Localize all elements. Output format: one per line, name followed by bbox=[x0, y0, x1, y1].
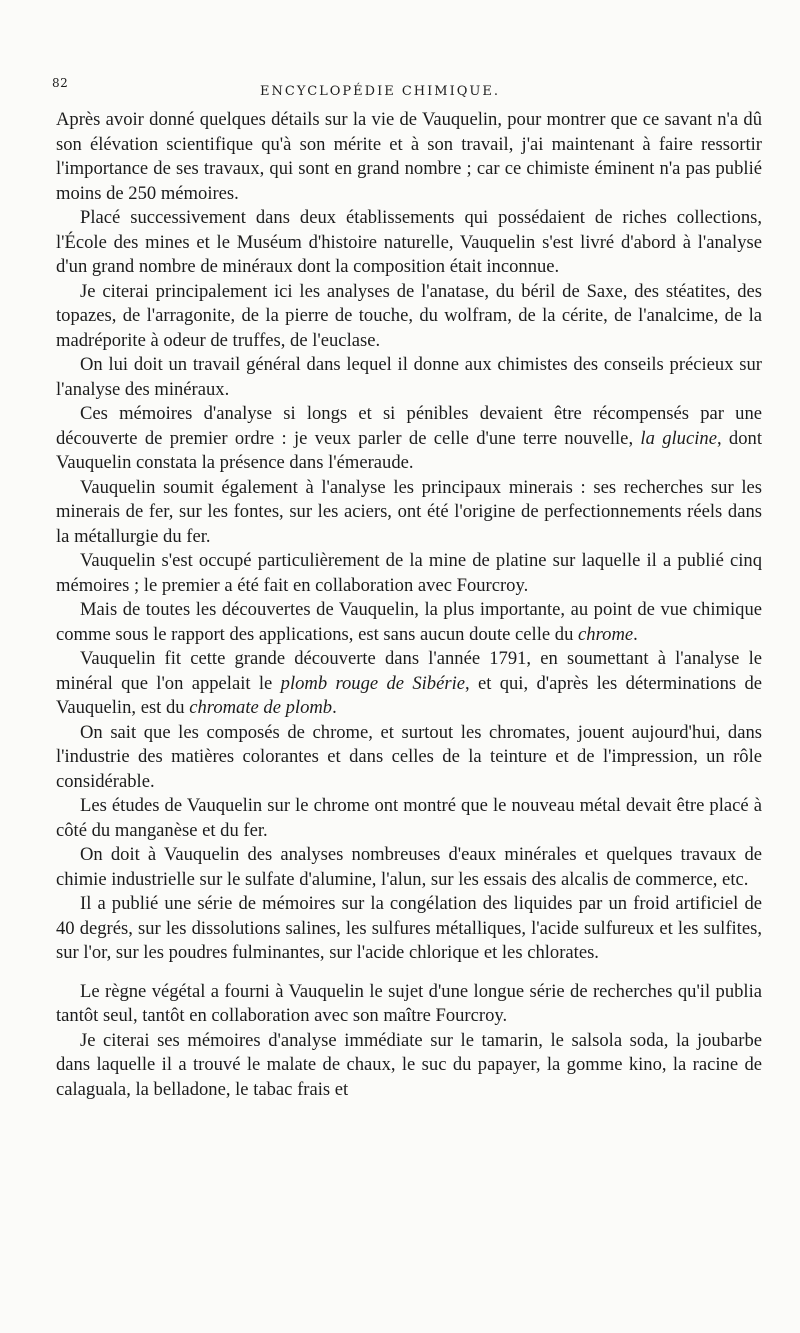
italic-term: la glucine bbox=[640, 427, 717, 449]
italic-term: chromate de plomb bbox=[189, 697, 333, 718]
paragraph: Les études de Vauquelin sur le chrome ont montré que le nouveau métal devait être placé à côté du manganèse et du fer. bbox=[56, 795, 762, 841]
paragraph: On doit à Vauquelin des analyses nombreuses d'eaux minérales et quelques travaux de chimie industrielle sur le sulfate d'alumine, l'alun, sur les essais des alcalis de commerce, etc. bbox=[56, 844, 762, 890]
paragraph-text: Ces mémoires d'analyse si longs et si pénibles devaient être récompensés par une découverte de premier ordre : je veux parler de celle d'une terre nouvelle, bbox=[56, 403, 762, 449]
paragraph: On sait que les composés de chrome, et surtout les chromates, jouent aujourd'hui, dans l'industrie des matières colorantes et dans celles de la teinture et de l'impression, un rôle considérable. bbox=[56, 721, 762, 792]
paragraph bbox=[56, 647, 762, 721]
paragraph-text: , dont Vauquelin constata la présence dans l'émeraude. bbox=[56, 427, 762, 473]
paragraph: Il a publié une série de mémoires sur la congélation des liquides par un froid artificiel de 40 degrés, sur les dissolutions salines, les sulfures métalliques, l'acide sulfureux et les sulfites, sur l'or, sur les poudres fulminantes, sur l'acide chlorique et les chlorates. bbox=[56, 893, 762, 963]
paragraph-text: . bbox=[332, 697, 337, 718]
paragraph: Après avoir donné quelques détails sur la vie de Vauquelin, pour montrer que ce savant n'a dû son élévation scientifique qu'à son mérite et à son travail, j'ai maintenant à faire ressortir l'importance de ses travaux, qui sont en grand nombre ; car ce chimiste éminent n'a pas publié moins de 250 mémoires. bbox=[56, 109, 762, 204]
paragraph: Le règne végétal a fourni à Vauquelin le sujet d'une longue série de recherches qu'il publia tantôt seul, tantôt en collaboration avec son maître Fourcroy. bbox=[56, 980, 762, 1026]
paragraph-text: Mais de toutes les découvertes de Vauquelin, la plus importante, au point de vue chimique comme sous le rapport des applications, est sans aucun doute celle du bbox=[56, 599, 762, 645]
paragraph: Je citerai principalement ici les analyses de l'anatase, du béril de Saxe, des stéatites, des topazes, de l'arragonite, de la pierre de touche, du wolfram, de la cérite, de l'analcime, de la madréporite à odeur de truffes, de l'euclase. bbox=[56, 280, 762, 351]
running-head: ENCYCLOPÉDIE CHIMIQUE. bbox=[260, 84, 500, 99]
paragraph-text: . bbox=[633, 623, 638, 645]
italic-term: plomb rouge de Sibérie bbox=[280, 672, 465, 694]
body-text bbox=[56, 108, 762, 1102]
paragraph: Vauquelin s'est occupé particulièrement de la mine de platine sur laquelle il a publié cinq mémoires ; le premier a été fait en collaboration avec Fourcroy. bbox=[56, 550, 762, 596]
page-number: 82 bbox=[52, 76, 69, 90]
paragraph: Placé successivement dans deux établissements qui possédaient de riches collections, l'École des mines et le Muséum d'histoire naturelle, Vauquelin s'est livré d'abord à l'analyse d'un grand nombre de minéraux dont la composition était inconnue. bbox=[56, 207, 762, 277]
paragraph-text: , et qui, d'après les déterminations de Vauquelin, est du bbox=[56, 672, 762, 718]
paragraph-text: Vauquelin fit cette grande découverte dans l'année 1791, en soumettant à l'analyse le minéral que l'on appelait le bbox=[56, 648, 762, 694]
italic-term: chrome bbox=[578, 623, 634, 645]
paragraph: Vauquelin soumit également à l'analyse les principaux minerais : ses recherches sur les minerais de fer, sur les fontes, sur les aciers, ont été l'origine de perfectionnements réels dans la métallurgie du fer. bbox=[56, 476, 762, 547]
paragraph: On lui doit un travail général dans lequel il donne aux chimistes des conseils précieux sur l'analyse des minéraux. bbox=[56, 354, 762, 400]
paragraph bbox=[56, 598, 762, 647]
paragraph: Je citerai ses mémoires d'analyse immédiate sur le tamarin, le salsola soda, la joubarbe dans laquelle il a trouvé le malate de chaux, le suc du papayer, la gomme kino, la racine de calaguala, la belladone, le tabac frais et bbox=[56, 1029, 762, 1100]
paragraph bbox=[56, 402, 762, 476]
